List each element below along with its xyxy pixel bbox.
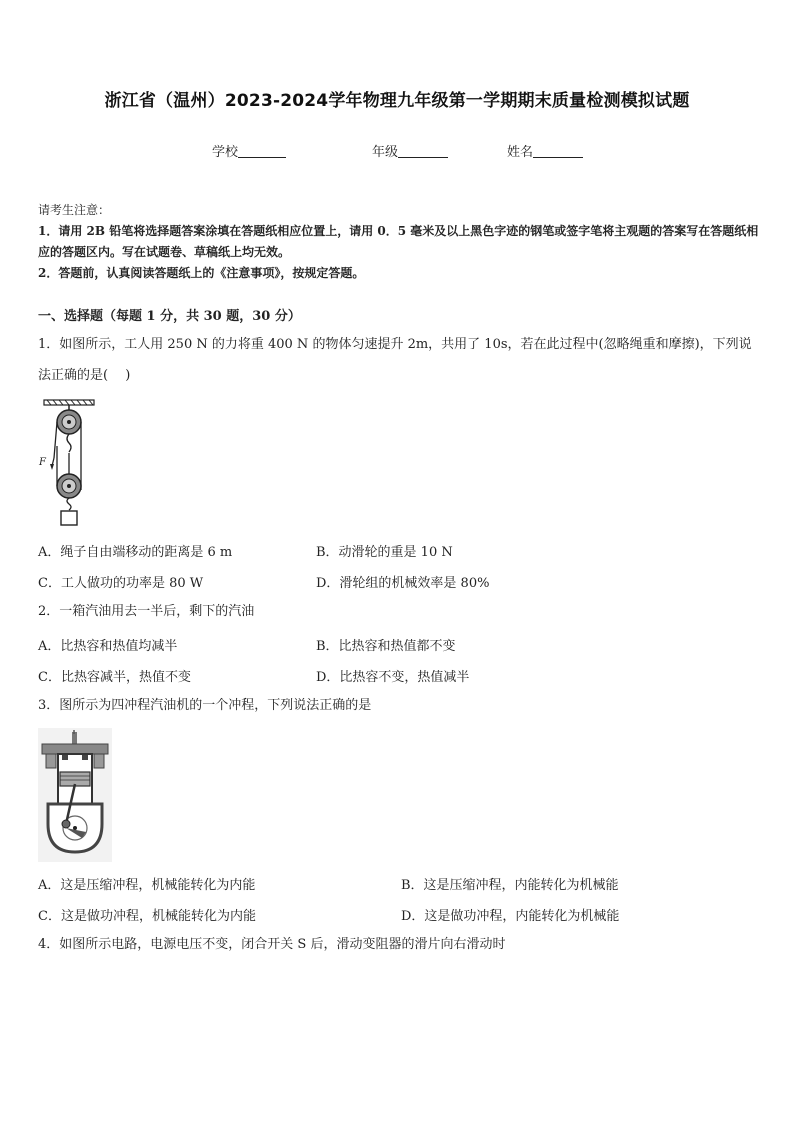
q2-option-d: D．比热容不变，热值减半 (316, 670, 470, 685)
school-label: 学校 (212, 145, 239, 160)
notice-item-1: 1．请用 2B 铅笔将选择题答案涂填在答题纸相应位置上，请用 0．5 毫米及以上黑色字迹的钢笔或签字笔将主观题的答案写在答题纸相应的答题区内。写在试题卷、草稿纸上均无效。 (38, 224, 759, 259)
q2-option-a: A．比热容和热值均减半 (38, 639, 178, 654)
question-2-stem: 2．一箱汽油用去一半后，剩下的汽油 (38, 604, 255, 619)
name-label: 姓名 (507, 145, 534, 160)
page-title: 浙江省（温州）2023-2024学年物理九年级第一学期期末质量检测模拟试题 (104, 91, 690, 111)
grade-blank (398, 145, 448, 158)
q3-option-d: D．这是做功冲程，内能转化为机械能 (401, 909, 620, 924)
grade-label: 年级 (372, 145, 399, 160)
question-3-stem: 3．图所示为四冲程汽油机的一个冲程，下列说法正确的是 (38, 698, 372, 713)
force-label: F (39, 457, 46, 468)
q1-option-c: C．工人做功的功率是 80 W (38, 576, 204, 591)
q1-option-b: B．动滑轮的重是 10 N (316, 545, 453, 560)
q1-option-a: A．绳子自由端移动的距离是 6 m (38, 545, 233, 560)
pulley-diagram (38, 398, 100, 528)
q3-option-a: A．这是压缩冲程，机械能转化为内能 (38, 878, 256, 893)
notice-heading: 请考生注意： (38, 203, 111, 217)
school-blank (238, 145, 286, 158)
name-blank (533, 145, 583, 158)
q3-option-b: B．这是压缩冲程，内能转化为机械能 (401, 878, 619, 893)
section-heading: 一、选择题（每题 1 分，共 30 题，30 分） (38, 309, 301, 324)
q2-option-b: B．比热容和热值都不变 (316, 639, 456, 654)
q2-option-c: C．比热容减半，热值不变 (38, 670, 191, 685)
school-field (212, 141, 286, 160)
engine-diagram (38, 728, 112, 862)
question-4-stem: 4．如图所示电路，电源电压不变，闭合开关 S 后，滑动变阻器的滑片向右滑动时 (38, 937, 506, 952)
q3-option-c: C．这是做功冲程，机械能转化为内能 (38, 909, 256, 924)
q1-option-d: D．滑轮组的机械效率是 80% (316, 576, 490, 591)
grade-field (372, 141, 448, 160)
question-1-stem: 1．如图所示，工人用 250 N 的力将重 400 N 的物体匀速提升 2m，共用了 10s，若在此过程中(忽略绳重和摩擦)，下列说法正确的是( ) (38, 337, 752, 383)
name-field (507, 141, 583, 160)
notice-block (38, 200, 760, 284)
notice-item-2: 2．答题前，认真阅读答题纸上的《注意事项》，按规定答题。 (38, 266, 365, 280)
